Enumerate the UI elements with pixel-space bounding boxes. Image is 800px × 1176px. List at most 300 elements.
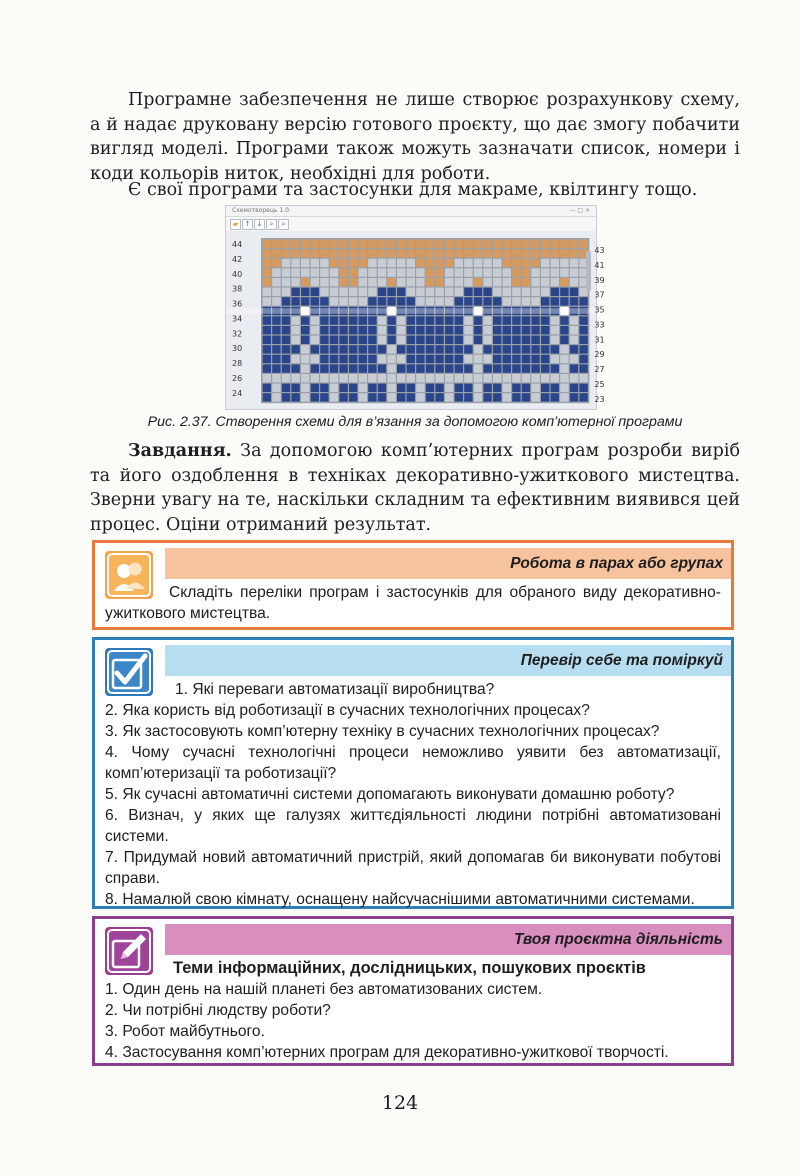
pattern-cell [387,259,395,267]
pattern-cell [282,374,290,382]
pattern-cell [301,259,309,267]
pattern-cell [311,364,319,372]
pattern-cell [339,336,347,344]
pattern-cell [407,278,415,286]
pattern-cell [263,259,271,267]
pattern-cell [416,384,424,392]
pattern-cell [455,268,463,276]
pattern-cell [455,278,463,286]
pattern-cell [407,355,415,363]
pattern-cell [464,336,472,344]
pattern-cell [503,297,511,305]
pattern-cell [368,384,376,392]
pattern-cell [416,249,424,257]
pattern-cell [531,355,539,363]
question-1: 1. Які переваги автоматизації виробництва? [175,681,495,698]
pattern-cell [522,336,530,344]
pattern-cell [464,384,472,392]
pattern-cell [407,268,415,276]
pattern-cell [272,364,280,372]
pattern-cell [387,240,395,248]
pattern-cell [339,326,347,334]
pattern-cell [445,240,453,248]
pattern-cell [493,288,501,296]
pattern-cell [522,316,530,324]
pattern-cell [349,364,357,372]
pattern-cell [551,297,559,305]
pattern-cell [503,249,511,257]
pattern-cell [397,249,405,257]
pattern-cell [263,297,271,305]
pattern-cell [551,336,559,344]
pattern-cell [541,374,549,382]
pattern-cell [531,268,539,276]
pattern-cell [359,326,367,334]
pattern-cell [416,374,424,382]
pattern-cell [560,393,568,401]
pattern-cell [570,288,578,296]
pattern-cell [311,336,319,344]
pattern-cell [282,268,290,276]
row-label-right: 35 [594,305,605,315]
pattern-cell [272,336,280,344]
pattern-cell [541,326,549,334]
pattern-cell [503,374,511,382]
pattern-cell [416,259,424,267]
pattern-cell [349,345,357,353]
pattern-cell [272,316,280,324]
pattern-cell [512,268,520,276]
pattern-cell [301,278,309,286]
question-8: 8. Намалюй свою кімнату, оснащену найсучаснішими автоматичними системами. [105,891,695,908]
pattern-cell [263,364,271,372]
pattern-cell [551,364,559,372]
pattern-cell [541,316,549,324]
pattern-cell [483,288,491,296]
pattern-cell [311,259,319,267]
row-label-left: 40 [232,269,243,279]
pattern-cell [522,345,530,353]
pattern-cell [570,316,578,324]
pattern-cell [426,297,434,305]
row-label-right: 43 [594,246,605,255]
pattern-cell [426,240,434,248]
pattern-cell [368,288,376,296]
pattern-cell [368,278,376,286]
pattern-cell [301,297,309,305]
pattern-cell [359,268,367,276]
pattern-cell [493,316,501,324]
pattern-cell [311,374,319,382]
task-paragraph [90,439,740,537]
pattern-cell [320,345,328,353]
pattern-cell [445,364,453,372]
scrollbar-thumb[interactable] [586,251,591,291]
pattern-cell [387,326,395,334]
pattern-cell [512,364,520,372]
pattern-cell [464,316,472,324]
pattern-cell [311,278,319,286]
pattern-cell [349,326,357,334]
pattern-cell [455,393,463,401]
pattern-cell [531,393,539,401]
pattern-cell [455,288,463,296]
pattern-cell [483,384,491,392]
pattern-cell [579,297,587,305]
arrow-up-icon[interactable]: ↑ [242,219,253,230]
pattern-cell [397,374,405,382]
pattern-cell [272,249,280,257]
pattern-cell [435,345,443,353]
pattern-cell [512,393,520,401]
pattern-cell [522,249,530,257]
pattern-cell [272,355,280,363]
pattern-cell [397,393,405,401]
pattern-cell [397,384,405,392]
pattern-cell [263,326,271,334]
pattern-cell [378,288,386,296]
pattern-cell [282,336,290,344]
pattern-cell [330,316,338,324]
pattern-cell [474,326,482,334]
pattern-cell [339,249,347,257]
pattern-cell [397,259,405,267]
pattern-cell [445,393,453,401]
pattern-cell [311,288,319,296]
pattern-cell [560,249,568,257]
question-7: 7. Придумай новий автоматичний пристрій, який допомагав би виконувати побутові справи. [105,849,721,887]
pattern-cell [483,268,491,276]
pattern-cell [503,393,511,401]
pattern-cell [359,297,367,305]
pattern-cell [349,240,357,248]
pattern-cell [551,326,559,334]
pattern-cell [551,240,559,248]
pattern-cell [311,326,319,334]
pattern-cell [387,364,395,372]
pattern-cell [464,364,472,372]
pattern-cell [579,316,587,324]
pattern-cell [416,288,424,296]
pattern-cell [320,374,328,382]
pattern-cell [416,364,424,372]
pattern-cell [339,259,347,267]
pattern-cell [282,364,290,372]
pattern-cell [483,240,491,248]
row-label-right: 31 [594,335,605,345]
pattern-cell [560,355,568,363]
pattern-cell [330,374,338,382]
pattern-cell [397,297,405,305]
pattern-cell [455,336,463,344]
pattern-cell [320,384,328,392]
pattern-cell [359,316,367,324]
pattern-cell [531,249,539,257]
pattern-cell [330,364,338,372]
pattern-cell [339,278,347,286]
pattern-cell [291,393,299,401]
pattern-cell [272,393,280,401]
pattern-cell [311,316,319,324]
pattern-cell [551,278,559,286]
pattern-cell [503,240,511,248]
pattern-cell [541,268,549,276]
pattern-cell [531,326,539,334]
pattern-cell [560,316,568,324]
row-label-left: 38 [232,284,243,294]
row-label-left: 36 [232,299,243,309]
pattern-cell [464,249,472,257]
pattern-cell [301,240,309,248]
pattern-cell [320,288,328,296]
pattern-cell [560,374,568,382]
pattern-cell [464,288,472,296]
pattern-cell [387,336,395,344]
pattern-cell [330,355,338,363]
pattern-cell [339,268,347,276]
pattern-cell [570,259,578,267]
pattern-cell [378,393,386,401]
pattern-cell [541,393,549,401]
pattern-cell [368,336,376,344]
row-label-right: 27 [594,365,605,375]
pattern-cell [368,316,376,324]
pattern-cell [483,364,491,372]
figure-toolbar [226,217,596,232]
pattern-cell [349,374,357,382]
pattern-cell [349,249,357,257]
pattern-cell [464,268,472,276]
open-folder-icon[interactable]: ▰ [230,219,241,230]
pattern-cell [301,374,309,382]
pattern-cell [560,297,568,305]
pattern-cell [301,326,309,334]
pattern-cell [483,336,491,344]
row-label-right: 39 [594,275,605,285]
pattern-cell [435,278,443,286]
pattern-cell [512,297,520,305]
project-topic-2: 2. Чи потрібні людству роботи? [105,1002,331,1019]
pattern-cell [291,278,299,286]
pattern-cell [503,364,511,372]
pattern-cell [378,355,386,363]
pattern-cell [483,259,491,267]
pattern-cell [416,316,424,324]
pattern-cell [349,336,357,344]
pattern-cell [368,345,376,353]
pattern-cell [455,316,463,324]
pattern-cell [541,384,549,392]
arrow-down-icon[interactable]: ↓ [254,219,265,230]
pattern-cell [368,297,376,305]
pattern-cell [272,259,280,267]
pattern-cell [541,355,549,363]
pattern-cell [426,268,434,276]
pattern-cell [387,345,395,353]
pattern-cell [263,288,271,296]
pattern-cell [493,364,501,372]
pattern-cell [560,268,568,276]
pattern-cell [551,345,559,353]
pattern-cell [320,259,328,267]
pattern-cell [291,268,299,276]
pattern-cell [435,336,443,344]
pattern-cell [387,278,395,286]
pattern-cell [349,288,357,296]
pattern-cell [387,355,395,363]
pattern-cell [416,345,424,353]
pattern-cell [330,384,338,392]
pattern-cell [426,288,434,296]
pattern-cell [330,393,338,401]
pattern-cell [570,374,578,382]
selected-row-highlight [226,308,596,314]
pattern-cell [522,326,530,334]
pattern-cell [560,336,568,344]
figure-caption: Рис. 2.37. Створення схеми для в’язання за допомогою комп’ютерної програми [147,414,683,430]
pattern-cell [474,240,482,248]
pattern-cell [503,316,511,324]
pattern-cell [445,288,453,296]
pattern-cell [320,268,328,276]
self-check-list [105,679,721,910]
project-activity-body [105,958,721,1063]
pattern-cell [378,374,386,382]
pattern-cell [522,240,530,248]
row-label-left: 34 [232,314,243,324]
pattern-cell [551,288,559,296]
pattern-cell [570,278,578,286]
pattern-cell [445,374,453,382]
row-label-right: 29 [594,350,605,360]
pattern-cell [320,240,328,248]
pattern-cell [416,268,424,276]
pattern-cell [263,374,271,382]
pattern-cell [435,374,443,382]
project-topic-3: 3. Робот майбутнього. [105,1023,265,1040]
intro-paragraph: Програмне забезпечення не лише створює розрахункову схему, а й надає друковану версію готового проєкту, що дає змогу побачити вигляд моделі. Програми також можуть зазначати список, номери і коди кольорів ниток, необхідні для роботи. [90,90,740,184]
row-label-right: 23 [594,394,605,404]
pattern-cell [378,336,386,344]
pattern-cell [339,355,347,363]
pattern-cell [560,240,568,248]
zoom-out-icon[interactable]: ⌕ [278,219,289,230]
pattern-cell [551,355,559,363]
pattern-cell [426,384,434,392]
pattern-cell [272,268,280,276]
pattern-cell [531,316,539,324]
pattern-cell [455,364,463,372]
pattern-cell [493,326,501,334]
pattern-cell [339,364,347,372]
pattern-cell [426,249,434,257]
pattern-cell [560,288,568,296]
pattern-cell [330,278,338,286]
pattern-cell [359,384,367,392]
pattern-cell [512,384,520,392]
pattern-cell [339,316,347,324]
pattern-cell [387,316,395,324]
pattern-cell [359,393,367,401]
pattern-cell [445,278,453,286]
pattern-cell [282,326,290,334]
pattern-cell [455,326,463,334]
pattern-cell [291,297,299,305]
pattern-cell [416,278,424,286]
pattern-cell [541,336,549,344]
pattern-cell [493,259,501,267]
project-activity-title: Твоя проєктна діяльність [165,924,731,955]
pattern-cell [541,240,549,248]
self-check-box [92,637,734,909]
pattern-cell [426,355,434,363]
pattern-cell [512,374,520,382]
pattern-cell [263,240,271,248]
pattern-cell [464,326,472,334]
pattern-cell [272,345,280,353]
pattern-cell [282,393,290,401]
pattern-cell [579,384,587,392]
pattern-cell [531,297,539,305]
pattern-cell [455,384,463,392]
pattern-cell [426,374,434,382]
pattern-cell [291,345,299,353]
pattern-cell [263,278,271,286]
pattern-cell [378,297,386,305]
pattern-cell [493,336,501,344]
pattern-cell [560,384,568,392]
pattern-cell [272,374,280,382]
zoom-in-icon[interactable]: ⌕ [266,219,277,230]
pattern-cell [291,326,299,334]
pattern-cell [301,393,309,401]
pattern-cell [570,336,578,344]
pattern-cell [455,297,463,305]
figure-window-buttons[interactable]: — □ × [569,207,590,214]
pattern-cell [522,384,530,392]
pattern-cell [483,393,491,401]
pattern-cell [445,297,453,305]
pattern-cell [339,297,347,305]
pairs-work-text: Складіть переліки програм і застосунків для обраного виду декоративно-ужиткового мистецтва. [105,584,721,622]
pattern-cell [455,355,463,363]
pattern-cell [282,345,290,353]
pattern-cell [320,278,328,286]
pattern-cell [416,393,424,401]
pattern-cell [263,393,271,401]
pattern-cell [320,336,328,344]
pattern-cell [474,355,482,363]
pattern-cell [551,393,559,401]
pattern-cell [291,384,299,392]
pattern-cell [551,374,559,382]
pattern-cell [570,240,578,248]
pattern-cell [474,364,482,372]
figure-titlebar [226,206,596,217]
pattern-cell [560,345,568,353]
pattern-cell [272,288,280,296]
pattern-cell [301,268,309,276]
question-4: 4. Чому сучасні технологічні процеси неможливо уявити без автоматизації, комп’ютеризації та роботизації? [105,744,721,782]
pattern-cell [291,364,299,372]
project-activity-box [92,916,734,1066]
pattern-cell [503,278,511,286]
pattern-cell [368,326,376,334]
pattern-cell [311,345,319,353]
pattern-cell [464,259,472,267]
pattern-cell [474,316,482,324]
pattern-cell [464,374,472,382]
